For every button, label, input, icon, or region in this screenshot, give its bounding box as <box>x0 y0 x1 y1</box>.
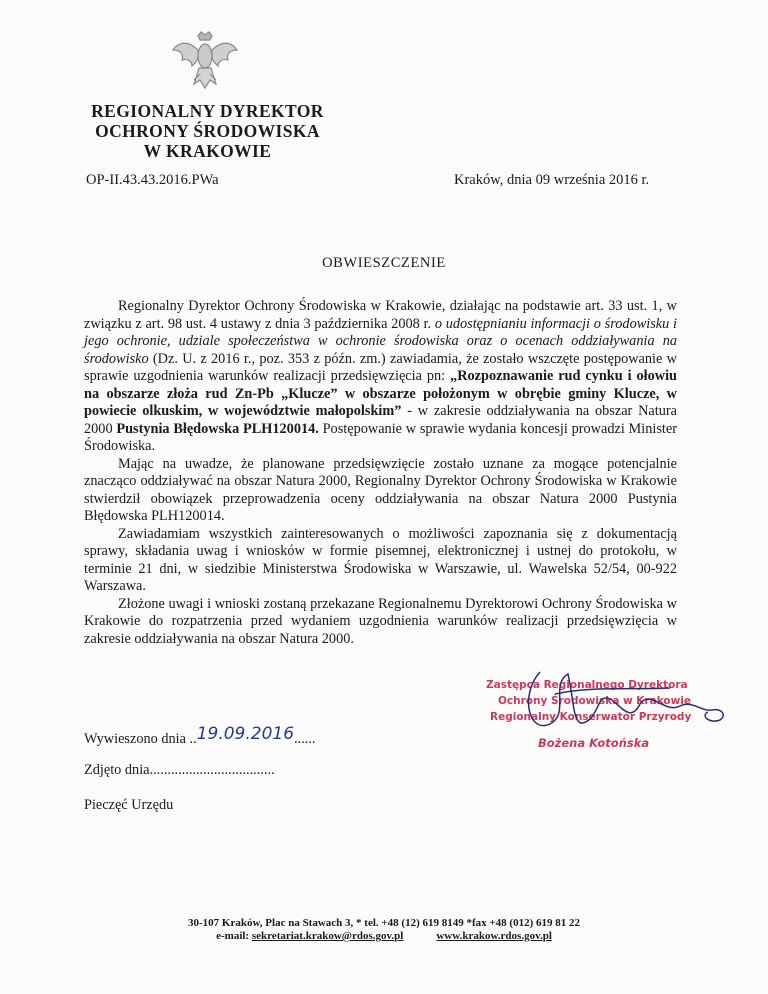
announcement-body <box>84 298 677 648</box>
posted-date-handwritten: 19.09.2016 <box>196 724 295 744</box>
paragraph-2: Mając na uwadze, że planowane przedsięwzięcie zostało uznane za mogące potencjalnie znacząco oddziaływać na obszar Natura 2000, Regionalny Dyrektor Ochrony Środowiska w Krakowie stwierdził obowiązek przeprowadzenia oceny oddziaływania na obszar Natura 2000 Pustynia Błędowska PLH120014. <box>84 455 677 524</box>
paragraph-1 <box>84 298 677 456</box>
natura-site-name: Pustynia Błędowska PLH120014. <box>116 420 319 437</box>
office-name-line-2: OCHRONY ŚRODOWISKA <box>95 121 320 141</box>
paragraph-3: Zawiadamiam wszystkich zainteresowanych o możliwości zapoznania się z dokumentacją sprawy, składania uwag i wniosków w formie pisemnej, elektronicznej i ustnej do protokołu, w terminie 21 dni, w siedzibie Ministerstwa Środowiska w Warszawie, ul. Wawelska 52/54, 00-922 Warszawa. <box>84 525 677 594</box>
signer-name: Bożena Kotońska <box>538 736 650 750</box>
email-label: e-mail: <box>216 930 252 942</box>
place-and-date: Kraków, dnia 09 września 2016 r. <box>454 172 650 188</box>
posted-date-field <box>84 724 316 748</box>
stamp-line-1: Zastępca Regionalnego Dyrektora <box>486 679 688 691</box>
website-link[interactable]: www.krakow.rdos.gov.pl <box>436 930 552 942</box>
removed-date-field: Zdjęto dnia................................... <box>84 762 275 778</box>
office-name-line-1: REGIONALNY DYREKTOR <box>91 101 324 121</box>
p1-text-a: Regionalny Dyrektor Ochrony Środowiska w Krakowie, działając na podstawie art. 33 ust. 1, w związku z art. 98 ust. 4 ustawy z dnia 3 października 2008 r. <box>84 298 677 332</box>
email-link[interactable]: sekretariat.krakow@rdos.gov.pl <box>251 930 404 942</box>
office-name-line-3: W KRAKOWIE <box>143 141 272 161</box>
polish-eagle-emblem-icon <box>170 30 240 92</box>
project-name: „Rozpoznawanie rud cynku i ołowiu na obszarze złoża rud Zn-Pb „Klucze” w obszarze położonym w obrębie gminy Klucze, w powiecie olkuskim, w województwie małopolskim” <box>84 368 678 419</box>
posted-label: Wywieszono dnia .. <box>84 731 197 747</box>
footer-address: 30-107 Kraków, Plac na Stawach 3, * tel. +48 (12) 619 8149 *fax +48 (012) 619 81 22 <box>187 917 580 929</box>
p1-text-c: - w zakresie oddziaływania na obszar Natura 2000 <box>84 403 677 437</box>
footer-contacts <box>0 930 768 943</box>
paragraph-4: Złożone uwagi i wnioski zostaną przekazane Regionalnemu Dyrektorowi Ochrony Środowiska w Krakowie do rozpatrzenia przed wydaniem uzgodnienia warunków realizacji przedsięwzięcia w zakresie oddziaływania na obszar Natura 2000. <box>84 595 677 647</box>
document-title: OBWIESZCZENIE <box>322 255 446 271</box>
p1-text-b: (Dz. U. z 2016 r., poz. 353 z późn. zm.) zawiadamia, że zostało wszczęte postępowanie w sprawie uzgodnienia warunków realizacji przedsięwzięcia pn: <box>84 350 677 384</box>
p1-text-d: Postępowanie w sprawie wydania koncesji prowadzi Minister Środowiska. <box>84 420 677 454</box>
posted-dots: ...... <box>294 731 316 747</box>
stamp-line-2: Ochrony Środowiska w Krakowie <box>498 695 692 707</box>
act-title: o udostępnianiu informacji o środowisku i jego ochronie, udziale społeczeństwa w ochronie środowiska oraz o ocenach oddziaływania na środowisko <box>84 315 677 367</box>
office-seal-label: Pieczęć Urzędu <box>84 797 174 813</box>
reference-number: OP-II.43.43.2016.PWa <box>86 172 219 188</box>
stamp-line-3: Regionalny Konserwator Przyrody <box>490 711 692 723</box>
